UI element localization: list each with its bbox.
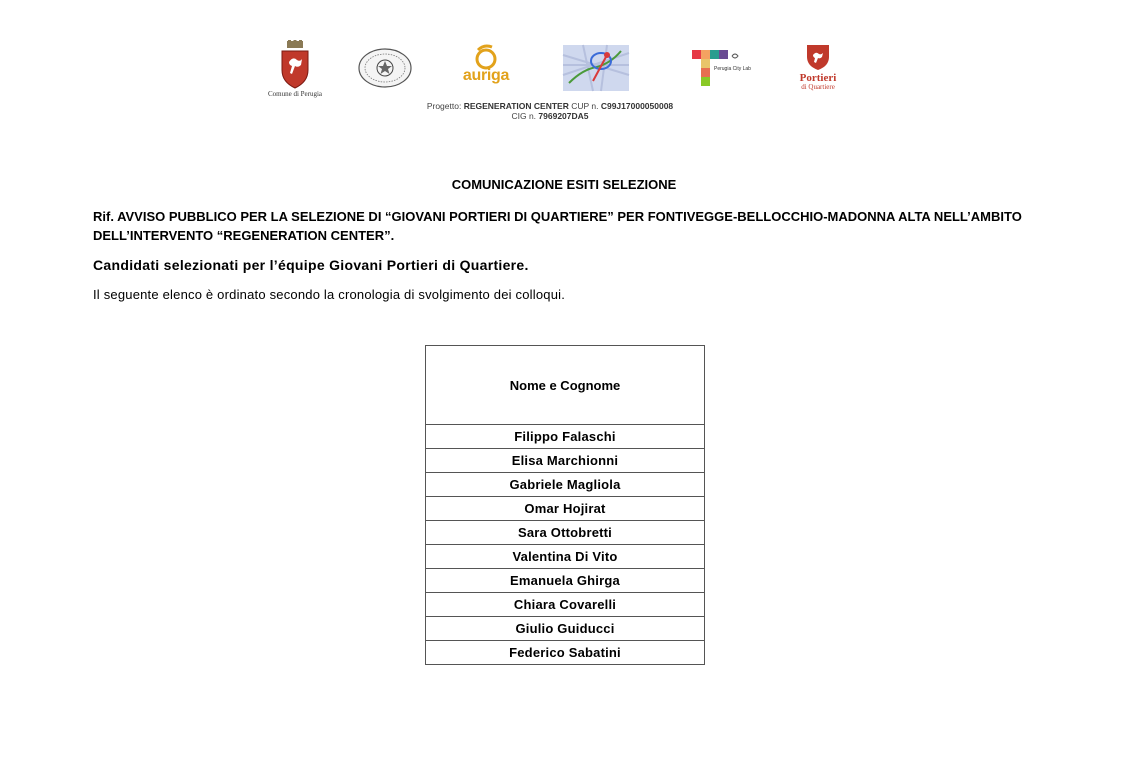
table-row: Giulio Guiducci	[426, 617, 704, 641]
perugia-city-lab-logo	[690, 48, 751, 90]
portieri-shield-icon	[805, 43, 831, 71]
seal-icon	[357, 47, 413, 89]
portieri-subtitle: di Quartiere	[801, 83, 835, 91]
comune-di-perugia-logo	[264, 40, 326, 98]
auriga-logo	[458, 44, 514, 84]
cup-value: C99J17000050008	[600, 101, 674, 111]
italian-republic-seal-logo	[357, 47, 413, 89]
city-lab-text: Perugia City Lab	[714, 66, 751, 72]
candidates-table	[425, 345, 705, 665]
cig-line	[340, 111, 760, 121]
ordering-note: Il seguente elenco è ordinato secondo la cronologia di svolgimento dei colloqui.	[93, 287, 566, 302]
project-name: REGENERATION CENTER	[463, 101, 569, 111]
city-lab-icon	[690, 48, 751, 90]
table-row: Filippo Falaschi	[426, 425, 704, 449]
cig-value: 7969207DA5	[538, 111, 589, 121]
document-subtitle: Candidati selezionati per l’équipe Giovani Portieri di Quartiere.	[93, 257, 529, 273]
table-row: Chiara Covarelli	[426, 593, 704, 617]
project-line	[340, 101, 760, 111]
project-prefix: Progetto:	[426, 101, 462, 111]
map-logo	[563, 45, 629, 91]
table-row: Omar Hojirat	[426, 497, 704, 521]
table-row: Gabriele Magliola	[426, 473, 704, 497]
cup-label: CUP n.	[571, 101, 599, 111]
perugia-caption: Comune di Perugia	[267, 90, 323, 98]
document-title: COMUNICAZIONE ESITI SELEZIONE	[451, 177, 677, 192]
perugia-crest-icon	[278, 40, 312, 90]
table-row: Elisa Marchionni	[426, 449, 704, 473]
table-header-name: Nome e Cognome	[426, 346, 704, 425]
auriga-wordmark: auriga	[462, 67, 510, 84]
table-row: Emanuela Ghirga	[426, 569, 704, 593]
table-row: Federico Sabatini	[426, 641, 704, 665]
table-row: Sara Ottobretti	[426, 521, 704, 545]
cig-label: CIG n.	[511, 111, 537, 121]
map-icon	[563, 45, 629, 91]
portieri-di-quartiere-logo	[796, 43, 840, 91]
table-row: Valentina Di Vito	[426, 545, 704, 569]
portieri-title: Portieri	[799, 72, 837, 84]
reference-text: Rif. AVVISO PUBBLICO PER LA SELEZIONE DI “GIOVANI PORTIERI DI QUARTIERE” PER FONTIVEGGE-BELLOCCHIO-MADONNA ALTA NELL’AMBITO DELL’INTERVENTO “REGENERATION CENTER”.	[93, 209, 1022, 243]
